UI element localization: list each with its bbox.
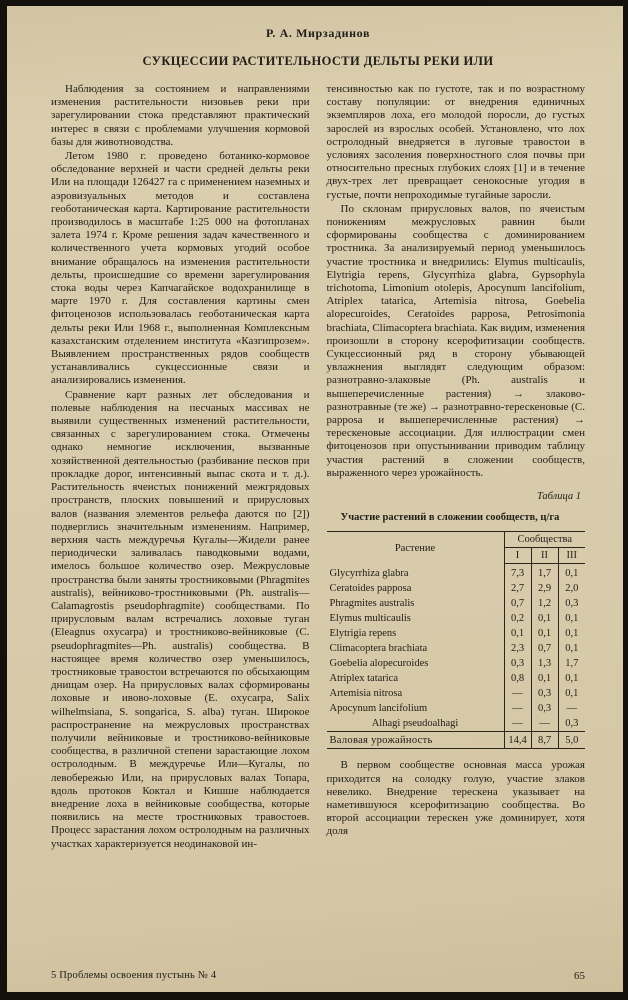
table-row: [327, 671, 586, 686]
value-cell: 0,3: [558, 596, 585, 611]
paragraph: Сравнение карт разных лет обследования и полевые наблюдения на песчаных массивах не выявили существенных изменений растительности, связанных с зарегулированием стока. Отмечены однако немногие исключения, вызванные хозяйственной деятельностью (разбивание песков при прокладке дорог, интенсивный выпас скота и т. д.). Растительность ячеистых понижений межгрядовых пространств, плоских повышений и прирусловых валов (названия элементов рельефа даются по [2]) подверглись значительным изменениям. Например, верхняя часть междуречья Кугалы—Жидели ранее периодически заливалась паводковыми водами, имелось большое количество озер. Межрусловые пространства были заняты тростниковыми (Phragmites australis), вейниково-тростниковыми (Ph. australis—Calamagrostis pseudophragmite) сообществами. По прирусловым валам встречались лоховые туган (Eleagnus oxycarpa) и тростниково-вейниковые (C. pseudophragmites—Ph. australis) сообщества. В настоящее время количество озер уменьшилось, тростниковые травостои встречаются по обсыхающим днищам озер. На прирусловых валах сформированы лоховые и ивово-лоховые (E. oxycarpa, Salix wilhelmsiana, S. songarica, S. alba) туган. Широкое распространение на межрусловых пространствах получили вейниковые и тростниково-вейниковые сообщества, в различной степени зарастающие лохом остролодным. В междуречье Или—Кугалы, по левобережью Или, на прирусловых валах Топара, вдоль протоков Коктал и Кишше наблюдается внедрение лоха в вейниковые сообщества, которые появились на месте тростниковых травостоев. Процесс зарастания лохом остролодным на различных участках характеризуется неодинаковой ин-: [51, 388, 310, 850]
table-total-row: [327, 732, 586, 749]
paragraph: Летом 1980 г. проведено ботанико-кормовое обследование верхней и части средней дельты реки Или на площади 126427 га с применением наземных и аэровизуальных методов и составлена геоботаническая карта. Картирование растительности производилось в масштабе 1:25 000 на фотопланах залета 1974 г. Кроме решения задач качественного и количественного учета кормовых угодий особое внимание обращалось на изменения растительности дельты, происшедшие со времени зарегулирования стока воды через Капчагайское водохранилище в марте 1970 г. Для составления картины смен фитоценозов использовалась геоботаническая карта дельты реки Или 1968 г., выполненная Комплексным казахстанским отделением института «Казгипрозем». Выявлением пространственных рядов сообществ устанавливались сукцессионные связи и анализировались изменения.: [51, 150, 310, 387]
value-cell: —: [504, 701, 531, 716]
plant-name: Atriplex tatarica: [329, 673, 399, 685]
plant-name: Goebelia alopecuroides: [329, 658, 429, 670]
total-label: Валовая урожайность: [327, 732, 505, 749]
total-value: 14,4: [504, 732, 531, 749]
plant-name: Ceratoides papposa: [329, 583, 412, 595]
page-content: [7, 6, 623, 851]
table-row: [327, 581, 586, 596]
two-column-body: [51, 83, 585, 851]
value-cell: 0,7: [504, 596, 531, 611]
value-cell: 0,2: [504, 611, 531, 626]
table-title: Участие растений в сложении сообществ, ц/га: [340, 512, 560, 524]
value-cell: 0,7: [531, 641, 558, 656]
paragraph-continuation: тенсивностью как по густоте, так и по возрастному составу популяции: от внедрения единичных экземпляров лоха, его молодой поросли, до густых зарослей из взрослых особей. Установлено, что лох остролодный внедряется в луговые травостои в условиях засоления поверхностного слоя почвы при относительно пресных глубоких слоях [1] и в течение двух-трех лет превращает сенокосные угодия в густые, почти непроходимые тугайные заросли.: [326, 83, 585, 201]
table-row: [327, 716, 586, 732]
left-column: [51, 83, 310, 851]
value-cell: —: [531, 716, 558, 732]
value-cell: 0,3: [558, 716, 585, 732]
table-row: [327, 611, 586, 626]
plant-name: Elytrigia repens: [329, 628, 397, 640]
total-value: 5,0: [558, 732, 585, 749]
value-cell: 7,3: [504, 564, 531, 582]
column-header-plant: Растение: [394, 542, 436, 554]
value-cell: 0,1: [558, 564, 585, 582]
value-cell: 0,3: [531, 686, 558, 701]
value-cell: 0,8: [504, 671, 531, 686]
table-row: [327, 564, 586, 582]
value-cell: 1,7: [558, 656, 585, 671]
plants-table: [327, 531, 586, 749]
column-header-III: III: [558, 548, 585, 564]
page-footer: [51, 970, 585, 982]
value-cell: —: [558, 701, 585, 716]
page-number: 65: [574, 970, 585, 982]
table-row: [327, 626, 586, 641]
author-name: Р. А. Мирзадинов: [265, 26, 371, 40]
plant-name: Alhagi pseudoalhagi: [371, 718, 459, 730]
column-group-header: Сообщества: [504, 532, 585, 548]
paragraph: По склонам прирусловых валов, по ячеистым понижениям межрусловых равнин были сформированы сообщества с доминированием тростника. За анализируемый период уменьшилось участие тростника и внедрились: Elymus multicaulis, Elytrigia repens, Glycyrrhiza glabra, Gypsophyla trichotoma, Limonium otolepis, Apocynum lancifolium, Atriplex tatarica, Artemisia nitrosa, Goebelia alopecuroides, Ceratoides papposa, Petrosimonia brachiata, Climacoptera brachiata. Как видим, изменения произошли в сторону ксерофитизации сообществ. Сукцессионный ряд в сторону убывающей увлажнения выглядят следующим образом: разнотравно-злаковые (Ph. australis и вышеперечисленные растения) → злаково-разнотравные (те же) → разнотравно-терескеновые (C. papposa и вышеперечисленные растения) → терескеновые ассоциации. Для иллюстрации смен фитоценозов при опустынивании приводим таблицу участия растений в сложении сообществ, выраженного через урожайность.: [326, 202, 585, 479]
value-cell: 2,7: [504, 581, 531, 596]
table-row: [327, 641, 586, 656]
value-cell: 0,1: [558, 686, 585, 701]
table-row: [327, 701, 586, 716]
table-row: [327, 686, 586, 701]
value-cell: 0,1: [558, 671, 585, 686]
table-row: [327, 656, 586, 671]
value-cell: 0,1: [531, 611, 558, 626]
value-cell: 0,3: [531, 701, 558, 716]
value-cell: 0,1: [558, 641, 585, 656]
table-caption: Таблица 1: [536, 491, 581, 503]
value-cell: 0,3: [504, 656, 531, 671]
plant-name: Artemisia nitrosa: [329, 688, 403, 700]
value-cell: 1,3: [531, 656, 558, 671]
right-column: [327, 83, 586, 851]
plant-name: Glycyrrhiza glabra: [329, 568, 409, 580]
value-cell: 2,0: [558, 581, 585, 596]
plant-name: Elymus multicaulis: [329, 613, 411, 625]
journal-imprint: 5 Проблемы освоения пустынь № 4: [51, 970, 217, 981]
value-cell: —: [504, 716, 531, 732]
value-cell: 2,3: [504, 641, 531, 656]
total-value: 8,7: [531, 732, 558, 749]
value-cell: 0,1: [558, 611, 585, 626]
value-cell: 0,1: [558, 626, 585, 641]
value-cell: 1,2: [531, 596, 558, 611]
paragraph: В первом сообществе основная масса урожая приходится на солодку голую, участие злаков невелико. Внедрение терескена указывает на наметившуюся ксерофитизацию сообщества. Во второй ассоциации терескен уже доминирует, хотя доля: [326, 759, 585, 838]
table-row: [327, 596, 586, 611]
column-header-I: I: [504, 548, 531, 564]
value-cell: —: [504, 686, 531, 701]
value-cell: 1,7: [531, 564, 558, 582]
value-cell: 0,1: [531, 626, 558, 641]
plant-name: Phragmites australis: [329, 598, 415, 610]
value-cell: 0,1: [531, 671, 558, 686]
value-cell: 2,9: [531, 581, 558, 596]
value-cell: 0,1: [504, 626, 531, 641]
paragraph: Наблюдения за состоянием и направлениями изменения растительности низовьев реки при зарегулировании стока представляют практический интерес в связи с проблемами улучшения кормовой базы для животноводства.: [51, 83, 310, 148]
plant-name: Apocynum lancifolium: [329, 703, 428, 715]
column-header-II: II: [531, 548, 558, 564]
table-header-row: [327, 532, 586, 548]
article-title: СУКЦЕССИИ РАСТИТЕЛЬНОСТИ ДЕЛЬТЫ РЕКИ ИЛИ: [142, 54, 494, 68]
plant-name: Climacoptera brachiata: [329, 643, 428, 655]
